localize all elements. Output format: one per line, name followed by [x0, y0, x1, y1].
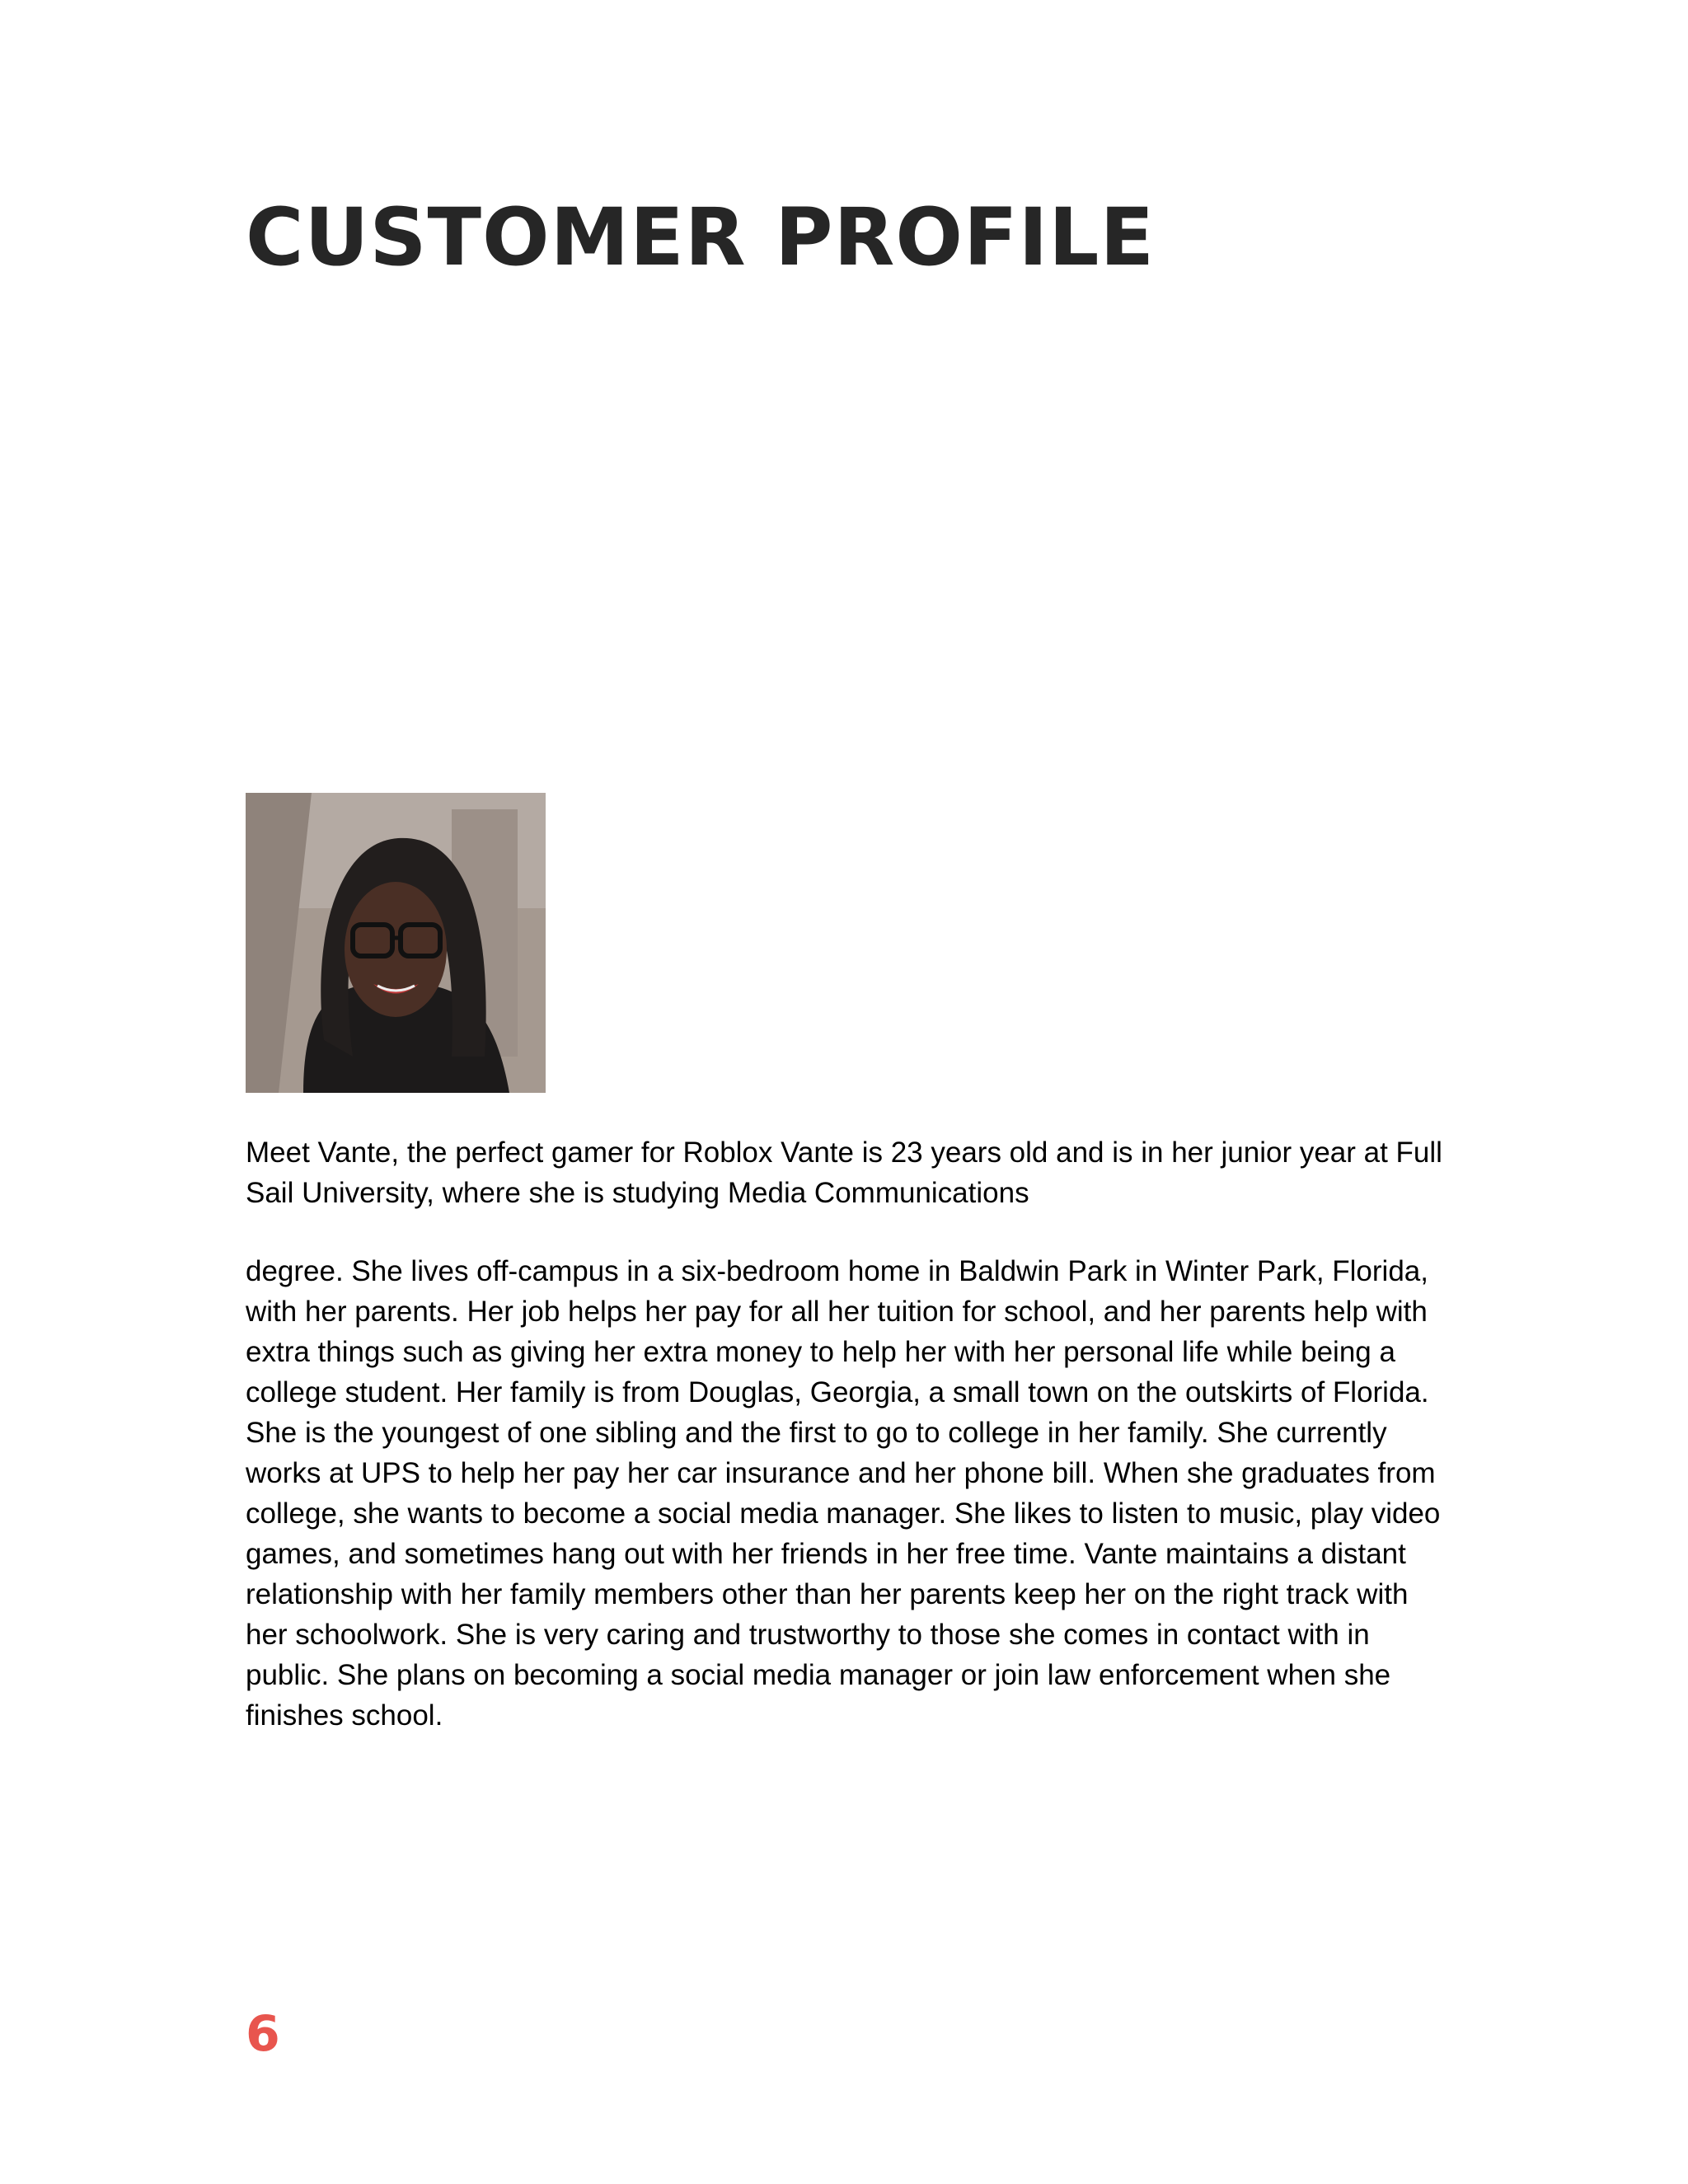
profile-photo [246, 793, 546, 1093]
profile-details-paragraph: degree. She lives off-campus in a six-bedroom home in Baldwin Park in Winter Park, Florida, with her parents. Her job helps her pay for all her tuition for school, and her parents help with extra things such as giving her extra money to help her with her personal life while being a college student. Her family is from Douglas, Georgia, a small town on the outskirts of Florida. She is the youngest of one sibling and the first to go to college in her family. She currently works at UPS to help her pay her car insurance and her phone bill. When she graduates from college, she wants to become a social media manager. She likes to listen to music, play video games, and sometimes hang out with her friends in her free time. Vante maintains a distant relationship with her family members other than her parents keep her on the right track with her schoolwork. She is very caring and trustworthy to those she comes in contact with in public. She plans on becoming a social media manager or join law enforcement when she finishes school. [246, 1255, 1441, 1732]
profile-intro-paragraph: Meet Vante, the perfect gamer for Roblox Vante is 23 years old and is in her junior year at Full Sail University, where she is studying Media Communications [246, 1137, 1442, 1209]
page-title: CUSTOMER PROFILE [246, 191, 1156, 284]
page-number: 6 [246, 2005, 280, 2063]
portrait-photo-icon [246, 793, 546, 1093]
